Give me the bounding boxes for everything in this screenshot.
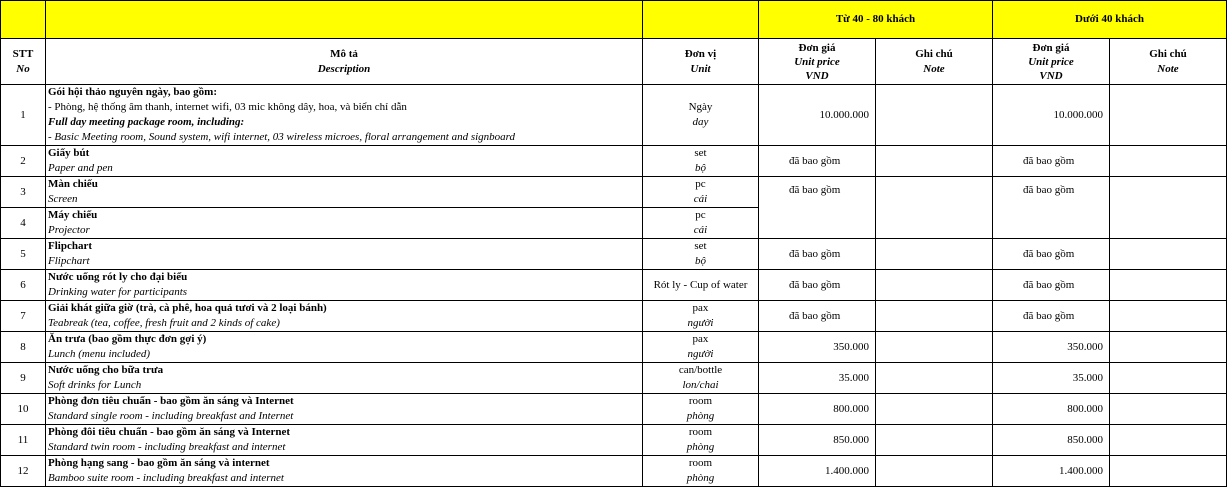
group-header-40-80: Từ 40 - 80 khách xyxy=(759,1,993,39)
row-note-40-80 xyxy=(876,270,993,301)
row-unit xyxy=(643,85,759,146)
row-unit-en: phòng xyxy=(686,410,715,422)
row-note-40-80 xyxy=(876,239,993,270)
row-unit-vi: Ngày xyxy=(688,101,713,113)
row-number: 9 xyxy=(1,363,46,394)
row-unit xyxy=(643,456,759,487)
col-header-note-label: Ghi chú xyxy=(1149,47,1187,60)
column-header-row xyxy=(1,39,1227,85)
row-note-under-40 xyxy=(1110,177,1227,239)
row-unit-en: người xyxy=(687,348,714,360)
row-price-40-80: 35.000 xyxy=(759,363,876,394)
row-unit-vi: set xyxy=(694,147,707,159)
row-unit xyxy=(643,146,759,177)
row-number: 7 xyxy=(1,301,46,332)
col-header-desc-label: Mô tả xyxy=(330,47,358,60)
row-unit-en: người xyxy=(687,317,714,329)
col-header-desc xyxy=(46,39,643,85)
row-title: Giải khát giữa giờ (trà, cà phê, hoa quả tươi và 2 loại bánh) xyxy=(48,302,327,314)
row-unit xyxy=(643,177,759,208)
row-title: Ăn trưa (bao gồm thực đơn gợi ý) xyxy=(48,333,207,345)
row-number: 10 xyxy=(1,394,46,425)
row-unit-vi: room xyxy=(688,426,713,438)
row-price-40-80: đã bao gồm xyxy=(759,270,876,301)
row-title: Nước uống rót ly cho đại biểu xyxy=(48,271,188,283)
row-subtitle: Projector xyxy=(48,224,90,236)
row-subtitle: Drinking water for participants xyxy=(48,286,188,298)
col-header-price-1 xyxy=(759,39,876,85)
col-header-stt xyxy=(1,39,46,85)
col-header-price-label: Đơn giá xyxy=(1032,41,1070,54)
row-price-under-40: 1.400.000 xyxy=(993,456,1110,487)
row-price-40-80: 10.000.000 xyxy=(759,85,876,146)
row-description xyxy=(46,177,643,208)
row-unit xyxy=(643,363,759,394)
row-price-40-80: đã bao gồm xyxy=(759,177,876,239)
row-price-40-80: đã bao gồm xyxy=(759,301,876,332)
col-header-stt-label: STT xyxy=(12,47,34,60)
col-header-stt-en: No xyxy=(16,62,30,75)
col-header-unit-en: Unit xyxy=(690,62,711,75)
col-header-price-en: Unit price xyxy=(1028,55,1074,68)
header-cell-blank xyxy=(643,1,759,39)
row-note-40-80 xyxy=(876,425,993,456)
row-subtitle: Standard single room - including breakfast and Internet xyxy=(48,410,294,422)
row-price-under-40: 350.000 xyxy=(993,332,1110,363)
row-subtitle: Standard twin room - including breakfast and internet xyxy=(48,441,286,453)
table-row xyxy=(1,146,1227,177)
row-note-under-40 xyxy=(1110,363,1227,394)
row-number: 8 xyxy=(1,332,46,363)
row-unit-en: cái xyxy=(693,224,708,236)
row-description xyxy=(46,363,643,394)
row-price-under-40: đã bao gồm xyxy=(993,177,1110,239)
row-title: Phòng đôi tiêu chuẩn - bao gồm ăn sáng và Internet xyxy=(48,426,291,438)
row-description xyxy=(46,270,643,301)
row-price-under-40: 800.000 xyxy=(993,394,1110,425)
row-title: Phòng đơn tiêu chuẩn - bao gồm ăn sáng và Internet xyxy=(48,395,294,407)
row-number: 11 xyxy=(1,425,46,456)
row-unit-vi: pax xyxy=(692,333,709,345)
row-description xyxy=(46,425,643,456)
row-description xyxy=(46,332,643,363)
row-title: Nước uống cho bữa trưa xyxy=(48,364,164,376)
row-description xyxy=(46,394,643,425)
row-description xyxy=(46,301,643,332)
row-price-under-40: 850.000 xyxy=(993,425,1110,456)
row-number: 2 xyxy=(1,146,46,177)
row-price-under-40: 35.000 xyxy=(993,363,1110,394)
row-note-under-40 xyxy=(1110,456,1227,487)
row-note-under-40 xyxy=(1110,301,1227,332)
table-row xyxy=(1,425,1227,456)
row-unit-vi: pax xyxy=(692,302,709,314)
row-unit-vi: room xyxy=(688,395,713,407)
row-note-40-80 xyxy=(876,332,993,363)
row-number: 1 xyxy=(1,85,46,146)
row-subtitle: Soft drinks for Lunch xyxy=(48,379,142,391)
col-header-price-label: Đơn giá xyxy=(798,41,836,54)
row-detail-vi: - Phòng, hệ thống âm thanh, internet wifi, 03 mic không dây, hoa, và biển chỉ dẫn xyxy=(48,101,407,113)
row-note-under-40 xyxy=(1110,239,1227,270)
row-note-40-80 xyxy=(876,146,993,177)
row-price-under-40: 10.000.000 xyxy=(993,85,1110,146)
group-header-under-40: Dưới 40 khách xyxy=(993,1,1227,39)
col-header-desc-en: Description xyxy=(317,62,371,75)
row-price-under-40: đã bao gồm xyxy=(993,146,1110,177)
row-unit-en: bộ xyxy=(695,255,706,267)
table-row xyxy=(1,332,1227,363)
row-title: Phòng hạng sang - bao gồm ăn sáng và internet xyxy=(48,457,270,469)
col-header-price-2 xyxy=(993,39,1110,85)
col-header-unit xyxy=(643,39,759,85)
col-header-note-1 xyxy=(876,39,993,85)
row-number: 3 xyxy=(1,177,46,208)
row-unit-vi: pc xyxy=(695,178,706,190)
col-header-unit-label: Đơn vị xyxy=(684,47,717,60)
table-row xyxy=(1,394,1227,425)
row-note-40-80 xyxy=(876,456,993,487)
row-note-under-40 xyxy=(1110,332,1227,363)
header-cell-blank xyxy=(1,1,46,39)
table-row xyxy=(1,177,1227,208)
row-note-under-40 xyxy=(1110,394,1227,425)
row-unit-vi: can/bottle xyxy=(678,364,723,376)
row-subtitle: Bamboo suite room - including breakfast and internet xyxy=(48,472,284,484)
table-row xyxy=(1,301,1227,332)
row-unit-vi: set xyxy=(694,240,707,252)
row-description xyxy=(46,146,643,177)
col-header-price-currency: VND xyxy=(805,69,829,82)
row-note-under-40 xyxy=(1110,270,1227,301)
row-note-40-80 xyxy=(876,301,993,332)
row-title-en: Full day meeting package room, including: xyxy=(48,116,245,128)
row-unit xyxy=(643,301,759,332)
row-note-40-80 xyxy=(876,394,993,425)
row-subtitle: Teabreak (tea, coffee, fresh fruit and 2 kinds of cake) xyxy=(48,317,280,329)
row-price-40-80: 800.000 xyxy=(759,394,876,425)
row-price-40-80: 850.000 xyxy=(759,425,876,456)
row-subtitle: Paper and pen xyxy=(48,162,113,174)
row-note-under-40 xyxy=(1110,85,1227,146)
row-note-40-80 xyxy=(876,177,993,239)
row-unit-en: cái xyxy=(693,193,708,205)
row-note-40-80 xyxy=(876,85,993,146)
row-description xyxy=(46,208,643,239)
row-unit xyxy=(643,239,759,270)
row-unit: Rót ly - Cup of water xyxy=(643,270,759,301)
row-price-40-80: đã bao gồm xyxy=(759,239,876,270)
table-row xyxy=(1,85,1227,146)
row-price-under-40: đã bao gồm xyxy=(993,301,1110,332)
col-header-note-en: Note xyxy=(1157,62,1179,75)
row-description xyxy=(46,85,643,146)
col-header-note-en: Note xyxy=(923,62,945,75)
table-row xyxy=(1,456,1227,487)
table-row xyxy=(1,270,1227,301)
row-subtitle: Screen xyxy=(48,193,78,205)
row-number: 12 xyxy=(1,456,46,487)
row-subtitle: Flipchart xyxy=(48,255,90,267)
row-price-under-40: đã bao gồm xyxy=(993,270,1110,301)
col-header-price-currency: VND xyxy=(1039,69,1063,82)
col-header-note-2 xyxy=(1110,39,1227,85)
row-unit-en: day xyxy=(692,116,709,128)
row-detail-en: - Basic Meeting room, Sound system, wifi internet, 03 wireless microes, floral arrangement and signboard xyxy=(48,131,516,143)
row-unit-en: bộ xyxy=(695,162,706,174)
row-subtitle: Lunch (menu included) xyxy=(48,348,151,360)
row-unit-en: lon/chai xyxy=(682,379,719,391)
row-unit-en: phòng xyxy=(686,472,715,484)
row-unit xyxy=(643,425,759,456)
row-number: 6 xyxy=(1,270,46,301)
row-title: Máy chiếu xyxy=(48,209,98,221)
row-unit xyxy=(643,332,759,363)
row-price-40-80: 350.000 xyxy=(759,332,876,363)
row-note-under-40 xyxy=(1110,425,1227,456)
header-cell-blank xyxy=(46,1,643,39)
row-description xyxy=(46,456,643,487)
row-title: Flipchart xyxy=(48,240,92,252)
row-note-40-80 xyxy=(876,363,993,394)
row-unit-vi: pc xyxy=(695,209,706,221)
row-number: 5 xyxy=(1,239,46,270)
table-row xyxy=(1,363,1227,394)
group-header-row xyxy=(1,1,1227,39)
row-price-under-40: đã bao gồm xyxy=(993,239,1110,270)
row-note-under-40 xyxy=(1110,146,1227,177)
row-unit-vi: room xyxy=(688,457,713,469)
col-header-price-en: Unit price xyxy=(794,55,840,68)
row-number: 4 xyxy=(1,208,46,239)
row-price-40-80: đã bao gồm xyxy=(759,146,876,177)
row-unit xyxy=(643,208,759,239)
row-unit-en: phòng xyxy=(686,441,715,453)
row-unit xyxy=(643,394,759,425)
row-title: Màn chiếu xyxy=(48,178,98,190)
row-price-40-80: 1.400.000 xyxy=(759,456,876,487)
row-description xyxy=(46,239,643,270)
col-header-note-label: Ghi chú xyxy=(915,47,953,60)
row-title: Gói hội thảo nguyên ngày, bao gồm: xyxy=(48,86,218,98)
row-title: Giấy bút xyxy=(48,147,90,159)
table-row xyxy=(1,239,1227,270)
